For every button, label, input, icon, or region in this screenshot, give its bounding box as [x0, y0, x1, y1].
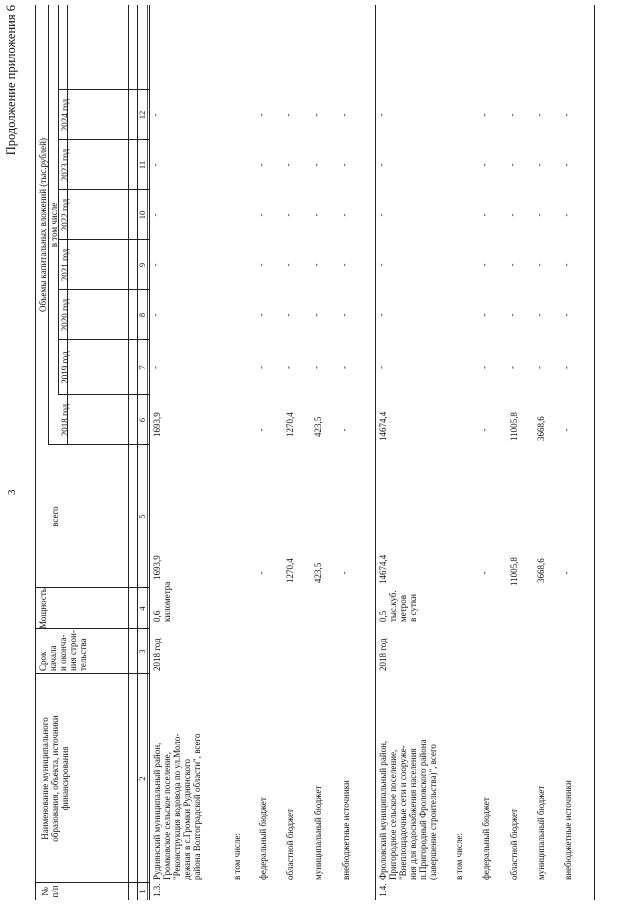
year-value: - [311, 366, 321, 369]
year-value: - [479, 428, 489, 432]
total-value: 423,5 [313, 562, 323, 583]
year-value: - [376, 163, 386, 167]
year-value: - [283, 313, 293, 317]
year-value: - [534, 213, 544, 217]
col-number: 11 [137, 160, 147, 170]
year-value: - [311, 163, 321, 167]
col-number: 2 [137, 776, 147, 781]
capacity: 0,6 километра [152, 581, 173, 622]
col-number: 3 [137, 649, 147, 654]
col-number: 12 [137, 110, 147, 120]
header-year-2018: 2018 год [60, 403, 70, 437]
year-value: - [339, 213, 349, 217]
year-value: - [376, 213, 386, 217]
year-value: - [561, 313, 571, 317]
year-value: - [534, 313, 544, 317]
year-value: - [150, 213, 160, 217]
col-number: 5 [137, 514, 147, 519]
year-value: 1693,9 [152, 412, 162, 437]
object-name: Фроловский муниципальный район, Пригородное сельское поселение, "Внеплощадочные сети и сооруже- ния для водоснабжения населения п.Пригородный Фроловского района (завершение строительства)", всего [378, 739, 439, 880]
header-num: № п/п [40, 885, 61, 898]
year-value: - [339, 313, 349, 317]
source-label: областной бюджет [509, 808, 519, 880]
col-number: 8 [137, 312, 147, 318]
year-value: - [311, 113, 321, 117]
col-number: 7 [137, 365, 147, 370]
year-value: - [479, 366, 489, 369]
source-label: федеральный бюджет [481, 797, 491, 880]
year-value: 423,5 [313, 416, 323, 437]
year-value: - [507, 313, 517, 317]
year-value: - [256, 366, 266, 369]
year-value: - [376, 366, 386, 369]
header-year-2020: 2020 год [60, 298, 70, 332]
source-label: федеральный бюджет [258, 797, 268, 880]
year-value: - [534, 163, 544, 167]
year-value: - [339, 428, 349, 432]
header-year-2019: 2019 год [60, 351, 70, 384]
year-value: - [339, 263, 349, 267]
year-value: - [339, 113, 349, 117]
year-value: - [561, 213, 571, 217]
year-value: - [150, 263, 160, 267]
source-label: внебюджетные источники [341, 780, 351, 880]
total-value: - [561, 571, 571, 575]
year-value: 3668,6 [536, 416, 546, 441]
header-volume: Объемы капитальных вложений (тыс.рублей) [38, 138, 48, 312]
year-value: - [561, 263, 571, 267]
year-value: - [507, 213, 517, 217]
header-incl: в том числе [49, 202, 59, 248]
year-value: - [150, 163, 160, 167]
year-value: - [561, 428, 571, 432]
year-value: - [339, 163, 349, 167]
header-capacity: Мощность [38, 588, 48, 629]
col-number: 9 [137, 262, 147, 268]
construction-term: 2018 год [378, 638, 388, 671]
capacity: 0,5 тыс.куб. метров в сутки [378, 590, 419, 622]
including-label: в том числе: [454, 833, 464, 880]
header-year-2021: 2021 год [60, 248, 70, 282]
year-value: - [479, 263, 489, 267]
year-value: - [283, 366, 293, 369]
total-value: 3668,6 [536, 558, 546, 583]
year-value: - [561, 113, 571, 117]
year-value: - [376, 263, 386, 267]
header-total: всего [50, 506, 60, 527]
source-label: муниципальный бюджет [313, 785, 323, 880]
total-value: 11005,8 [509, 557, 519, 586]
year-value: - [311, 263, 321, 267]
object-name: Руднянский муниципальный район, Громковское сельское поселение, "Реконструкция водовода по ул.Моло- дежная в с.Громки Руднянского района Волгоградской области", всего [152, 733, 203, 880]
including-label: в том числе: [232, 833, 242, 880]
year-value: - [256, 428, 266, 432]
col-number: 10 [137, 210, 147, 220]
total-value: 14674,4 [378, 554, 388, 584]
year-value: - [283, 163, 293, 167]
year-value: - [376, 113, 386, 117]
year-value: - [479, 213, 489, 217]
year-value: - [339, 366, 349, 369]
year-value: - [256, 113, 266, 117]
header-year-2022: 2022 год [60, 198, 70, 232]
year-value: - [479, 313, 489, 317]
year-value: - [376, 313, 386, 317]
year-value: - [150, 366, 160, 369]
construction-term: 2018 год [152, 638, 162, 671]
year-value: - [507, 163, 517, 167]
year-value: - [507, 113, 517, 117]
year-value: - [283, 263, 293, 267]
year-value: - [534, 366, 544, 369]
total-value: - [479, 571, 489, 575]
row-number: 1.4. [378, 883, 388, 897]
year-value: - [561, 366, 571, 369]
year-value: 1270,4 [285, 412, 295, 437]
year-value: - [256, 313, 266, 317]
year-value: - [256, 163, 266, 167]
year-value: - [150, 313, 160, 317]
year-value: 14674,4 [378, 411, 388, 441]
year-value: - [479, 163, 489, 167]
source-label: областной бюджет [285, 808, 295, 880]
header-year-2023: 2023 год [60, 148, 70, 182]
header-year-2024: 2024 год [60, 98, 70, 132]
year-value: - [479, 113, 489, 117]
row-number: 1.3. [152, 883, 162, 897]
total-value: - [339, 571, 349, 575]
page-number: 3 [6, 489, 18, 495]
header-term: Срок начала и оконча- ния строи- тельства [38, 630, 89, 671]
year-value: - [256, 213, 266, 217]
col-number: 6 [137, 417, 147, 423]
total-value: 1270,4 [285, 558, 295, 583]
source-label: муниципальный бюджет [536, 785, 546, 880]
total-value: - [256, 571, 266, 575]
continuation-title: Продолжение приложения 6 [4, 5, 18, 156]
total-value: 1693,9 [152, 555, 162, 580]
year-value: - [507, 263, 517, 267]
year-value: - [311, 213, 321, 217]
year-value: - [283, 113, 293, 117]
year-value: - [256, 263, 266, 267]
header-name: Наименование муниципального образования, объекта, источники финансирования [40, 715, 71, 842]
year-value: 11005,8 [509, 412, 519, 441]
year-value: - [311, 313, 321, 317]
col-number: 4 [137, 606, 147, 611]
year-value: - [507, 366, 517, 369]
year-value: - [561, 163, 571, 167]
year-value: - [283, 213, 293, 217]
year-value: - [534, 263, 544, 267]
source-label: внебюджетные источники [563, 780, 573, 880]
year-value: - [150, 113, 160, 117]
year-value: - [534, 113, 544, 117]
col-number: 1 [137, 889, 147, 894]
